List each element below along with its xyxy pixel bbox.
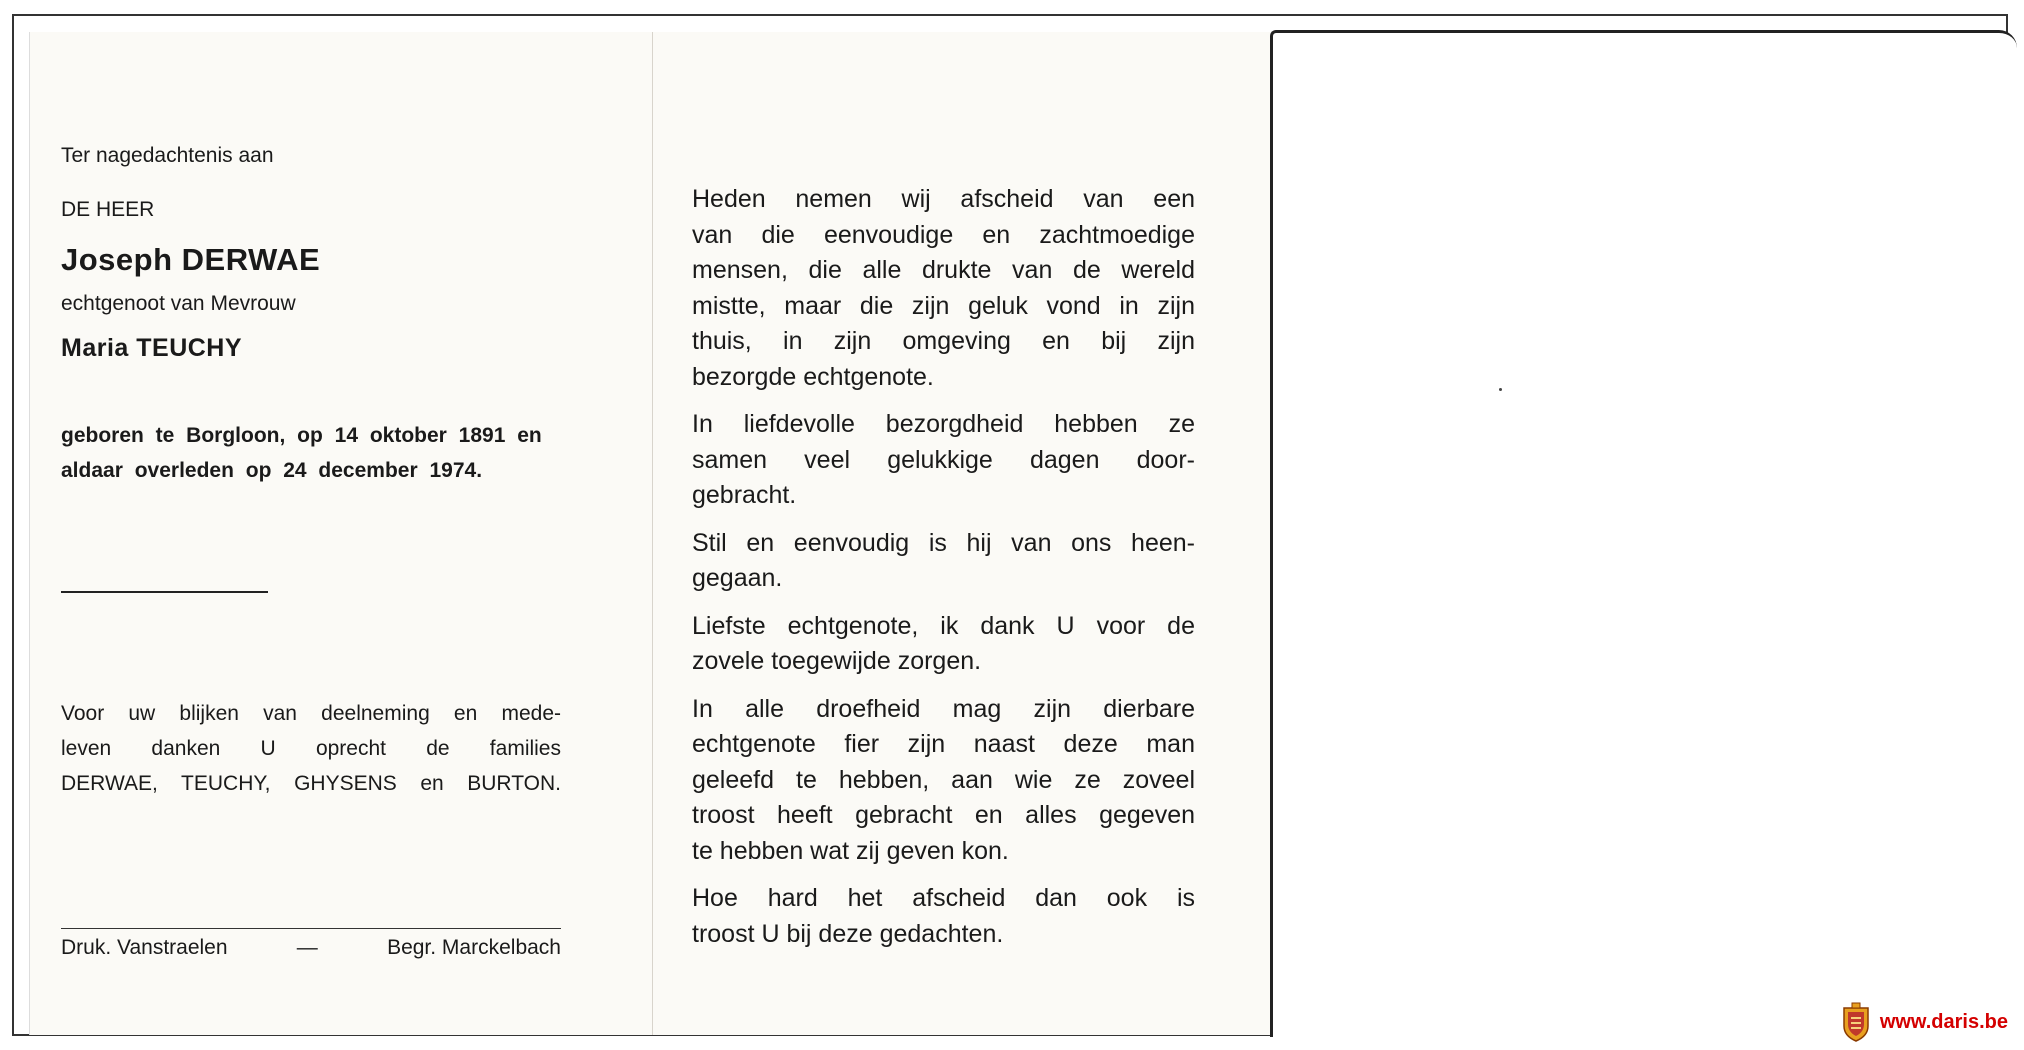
verse-line: echtgenote fier zijn naast deze man	[692, 730, 1195, 758]
verse-line: gegaan.	[692, 564, 783, 592]
title-text: DE HEER	[61, 198, 155, 221]
site-watermark[interactable]	[1842, 1002, 2008, 1042]
thanks-line: Voor uw blijken van deelneming en mede-	[61, 702, 561, 725]
intro-text: Ter nagedachtenis aan	[61, 144, 274, 167]
verse-line: samen veel gelukkige dagen door-	[692, 445, 1195, 474]
verse-line: gebracht.	[692, 481, 797, 509]
verse-line: te hebben wat zij geven kon.	[692, 836, 1009, 865]
printer-dash: —	[296, 936, 318, 959]
verse-line: Liefste echtgenote, ik dank U voor de	[692, 611, 1195, 640]
death-line: aldaar overleden op 24 december 1974.	[61, 459, 483, 482]
verse-line: thuis, in zijn omgeving en bij zijn	[692, 327, 1195, 355]
verse-line: geleefd te hebben, aan wie ze zoveel	[692, 765, 1195, 794]
verse-paragraph	[692, 526, 1195, 597]
verse-line: mensen, die alle drukte van de wereld	[692, 256, 1195, 284]
verse-paragraph	[692, 881, 1195, 952]
footer-divider	[61, 928, 561, 929]
verse-line: In liefdevolle bezorgdheid hebben ze	[692, 410, 1195, 438]
short-divider	[61, 591, 268, 593]
photo-card-back	[1270, 30, 2017, 1037]
thanks-line: DERWAE, TEUCHY, GHYSENS en BURTON.	[61, 772, 561, 795]
spouse-name: Maria TEUCHY	[61, 334, 243, 362]
thanks-line: leven danken U oprecht de families	[61, 737, 561, 760]
verse-line: In alle droefheid mag zijn dierbare	[692, 694, 1195, 723]
verse-line: bezorgde echtgenote.	[692, 362, 934, 391]
verse-line: van die eenvoudige en zachtmoedige	[692, 220, 1195, 249]
crest-icon	[1842, 1002, 1870, 1042]
birth-line: geboren te Borgloon, op 14 oktober 1891 en	[61, 424, 542, 447]
verse-line: troost heeft gebracht en alles gegeven	[692, 801, 1195, 829]
watermark-url[interactable]: www.daris.be	[1879, 1010, 2008, 1033]
verse-line: zovele toegewijde zorgen.	[692, 647, 982, 675]
verse-paragraph	[692, 609, 1195, 680]
verse-line: mistte, maar die zijn geluk vond in zijn	[692, 291, 1195, 320]
spouse-label: echtgenoot van Mevrouw	[61, 292, 296, 315]
verse-line: Hoe hard het afscheid dan ook is	[692, 884, 1195, 912]
verse-line: troost U bij deze gedachten.	[692, 919, 1004, 948]
verse-paragraph	[692, 182, 1195, 395]
verse-paragraph	[692, 407, 1195, 514]
memorial-verse	[692, 182, 1195, 964]
printer-line	[61, 936, 561, 960]
undertaker-name: Begr. Marckelbach	[387, 936, 561, 959]
printer-name: Druk. Vanstraelen	[61, 936, 228, 959]
verse-paragraph	[692, 692, 1195, 870]
speck	[1499, 388, 1502, 391]
deceased-name: Joseph DERWAE	[61, 242, 321, 277]
thanks-block	[61, 696, 561, 801]
verse-line: Stil en eenvoudig is hij van ons heen-	[692, 528, 1195, 557]
verse-line: Heden nemen wij afscheid van een	[692, 185, 1195, 213]
left-card	[29, 32, 652, 1035]
